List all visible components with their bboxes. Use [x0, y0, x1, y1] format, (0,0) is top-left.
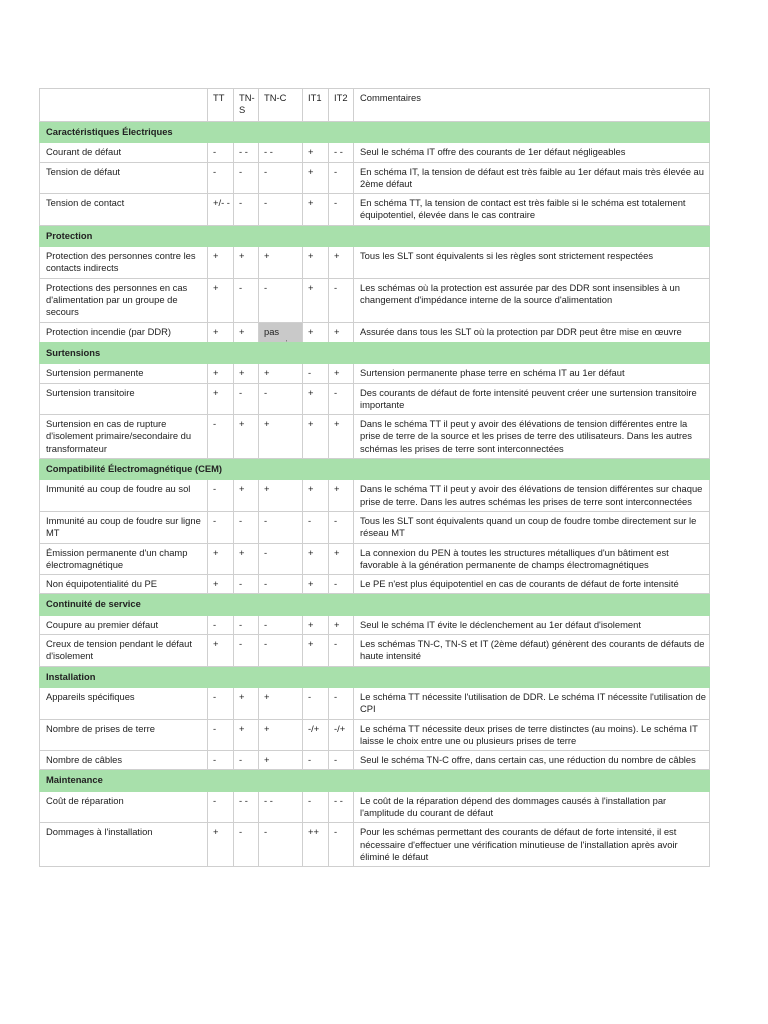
- value-tnc: pas: [259, 322, 303, 354]
- value-it1: +: [303, 194, 329, 226]
- value-it1: +: [303, 322, 329, 354]
- value-tnc: +: [259, 415, 303, 459]
- row-label: Surtension permanente: [40, 364, 208, 383]
- table-row: [40, 635, 710, 667]
- value-it1: +: [303, 415, 329, 459]
- value-it2: -: [329, 751, 354, 770]
- table-row: [40, 615, 710, 634]
- row-comment: Tous les SLT sont équivalents quand un coup de foudre tombe directement sur le réseau MT: [354, 511, 710, 543]
- value-it1: ++: [303, 823, 329, 867]
- value-tns: -: [234, 162, 259, 194]
- row-label: Creux de tension pendant le défaut d'isolement: [40, 635, 208, 667]
- value-tt: -: [208, 751, 234, 770]
- section-header-row: [40, 225, 710, 246]
- value-tt: +: [208, 823, 234, 867]
- value-tt: -: [208, 480, 234, 512]
- value-it1: -: [303, 791, 329, 823]
- row-label: Courant de défaut: [40, 143, 208, 162]
- value-tns: -: [234, 194, 259, 226]
- value-tns: +: [234, 322, 259, 354]
- value-tns: -: [234, 615, 259, 634]
- value-tnc: +: [259, 687, 303, 719]
- value-it1: -: [303, 687, 329, 719]
- value-tns: +: [234, 687, 259, 719]
- value-tnc: +: [259, 719, 303, 751]
- table-row: [40, 687, 710, 719]
- value-tnc: - -: [259, 791, 303, 823]
- row-comment: Dans le schéma TT il peut y avoir des élévations de tension différentes sur chaque prise de terre. Dans les autres schémas les prises de terre sont interconnectées: [354, 480, 710, 512]
- value-tt: -: [208, 143, 234, 162]
- table-row: [40, 194, 710, 226]
- value-it2: +: [329, 480, 354, 512]
- value-tnc: -: [259, 823, 303, 867]
- value-tt: +: [208, 247, 234, 279]
- row-comment: Les schémas TN-C, TN-S et IT (2ème défaut) génèrent des courants de défauts de haute intensité: [354, 635, 710, 667]
- value-it2: +: [329, 615, 354, 634]
- table-row: [40, 511, 710, 543]
- section-title: Compatibilité Électromagnétique (CEM): [40, 459, 710, 480]
- row-label: Protections des personnes en cas d'alimentation par un groupe de secours: [40, 278, 208, 322]
- table-row: [40, 162, 710, 194]
- row-comment: Des courants de défaut de forte intensité peuvent créer une surtension transitoire importante: [354, 383, 710, 415]
- table-row: [40, 575, 710, 594]
- value-it1: -: [303, 511, 329, 543]
- value-tt: +: [208, 543, 234, 575]
- table-row: [40, 415, 710, 459]
- value-tt: +/- -: [208, 194, 234, 226]
- value-tnc: +: [259, 247, 303, 279]
- value-tnc: -: [259, 511, 303, 543]
- header-tt: TT: [208, 89, 234, 122]
- table-row: [40, 719, 710, 751]
- value-tns: +: [234, 480, 259, 512]
- value-tnc: -: [259, 383, 303, 415]
- value-tnc: -: [259, 278, 303, 322]
- value-tt: -: [208, 791, 234, 823]
- section-title: Protection: [40, 225, 710, 246]
- row-comment: Seul le schéma IT offre des courants de 1er défaut négligeables: [354, 143, 710, 162]
- row-label: Immunité au coup de foudre sur ligne MT: [40, 511, 208, 543]
- row-comment: Le coût de la réparation dépend des dommages causés à l'installation par l'amplitude du courant de défaut: [354, 791, 710, 823]
- row-comment: Surtension permanente phase terre en schéma IT au 1er défaut: [354, 364, 710, 383]
- value-tt: -: [208, 511, 234, 543]
- row-label: Protection incendie (par DDR): [40, 322, 208, 354]
- value-it1: +: [303, 143, 329, 162]
- header-tns: TN-S: [234, 89, 259, 122]
- value-it2: -: [329, 162, 354, 194]
- table-row: [40, 823, 710, 867]
- value-tns: -: [234, 575, 259, 594]
- value-it1: +: [303, 278, 329, 322]
- value-it2: -: [329, 635, 354, 667]
- value-it2: -: [329, 278, 354, 322]
- row-comment: Le schéma TT nécessite l'utilisation de DDR. Le schéma IT nécessite l'utilisation de CPI: [354, 687, 710, 719]
- value-it2: -: [329, 194, 354, 226]
- row-comment: Seul le schéma TN-C offre, dans certain cas, une réduction du nombre de câbles: [354, 751, 710, 770]
- table-row: [40, 143, 710, 162]
- value-it1: -: [303, 751, 329, 770]
- header-comments: Commentaires: [354, 89, 710, 122]
- row-label: Non équipotentialité du PE: [40, 575, 208, 594]
- value-tt: -: [208, 615, 234, 634]
- row-label: Nombre de câbles: [40, 751, 208, 770]
- row-comment: Le PE n'est plus équipotentiel en cas de courants de défaut de forte intensité: [354, 575, 710, 594]
- value-it2: -: [329, 383, 354, 415]
- row-comment: Seul le schéma IT évite le déclenchement au 1er défaut d'isolement: [354, 615, 710, 634]
- value-tns: +: [234, 364, 259, 383]
- value-it1: +: [303, 162, 329, 194]
- value-tnc: -: [259, 635, 303, 667]
- table-header-row: [40, 89, 710, 122]
- value-it1: -: [303, 364, 329, 383]
- value-it2: -: [329, 823, 354, 867]
- value-tns: +: [234, 415, 259, 459]
- row-label: Dommages à l'installation: [40, 823, 208, 867]
- row-comment: Pour les schémas permettant des courants de défaut de forte intensité, il est nécessaire d'effectuer une vérification minutieuse de l'installation après avoir éliminé le défaut: [354, 823, 710, 867]
- section-title: Surtensions: [40, 343, 710, 364]
- value-tns: -: [234, 635, 259, 667]
- comparison-table-part-1: [39, 88, 710, 354]
- row-comment: En schéma IT, la tension de défaut est très faible au 1er défaut mais très élevée au 2ème défaut: [354, 162, 710, 194]
- table-row: [40, 791, 710, 823]
- value-tnc: +: [259, 364, 303, 383]
- header-it2: IT2: [329, 89, 354, 122]
- value-tnc: +: [259, 751, 303, 770]
- value-it1: +: [303, 635, 329, 667]
- value-tt: +: [208, 635, 234, 667]
- table-row: [40, 751, 710, 770]
- value-tt: -: [208, 687, 234, 719]
- value-it1: -/+: [303, 719, 329, 751]
- comparison-table-part-2: [39, 342, 710, 867]
- value-tt: +: [208, 322, 234, 354]
- value-tns: -: [234, 511, 259, 543]
- row-comment: Les schémas où la protection est assurée par des DDR sont insensibles à un changement d'impédance interne de la source d'alimentation: [354, 278, 710, 322]
- row-comment: Tous les SLT sont équivalents si les règles sont strictement respectées: [354, 247, 710, 279]
- table-row: [40, 543, 710, 575]
- section-title: Installation: [40, 666, 710, 687]
- value-tt: +: [208, 383, 234, 415]
- value-it2: +: [329, 322, 354, 354]
- value-tt: -: [208, 162, 234, 194]
- table-row: [40, 364, 710, 383]
- section-header-row: [40, 343, 710, 364]
- value-tnc: +: [259, 480, 303, 512]
- value-it2: -/+: [329, 719, 354, 751]
- row-comment: La connexion du PEN à toutes les structures métalliques d'un bâtiment est favorable à la génération permanente de champs électromagnétiques: [354, 543, 710, 575]
- section-title: Caractéristiques Électriques: [40, 122, 710, 143]
- header-tnc: TN-C: [259, 89, 303, 122]
- value-tns: -: [234, 278, 259, 322]
- value-it2: -: [329, 511, 354, 543]
- section-header-row: [40, 666, 710, 687]
- value-tns: - -: [234, 143, 259, 162]
- value-tnc: -: [259, 194, 303, 226]
- value-tt: -: [208, 415, 234, 459]
- section-header-row: [40, 122, 710, 143]
- value-it2: - -: [329, 143, 354, 162]
- row-label: Coupure au premier défaut: [40, 615, 208, 634]
- row-label: Émission permanente d'un champ électromagnétique: [40, 543, 208, 575]
- row-label: Appareils spécifiques: [40, 687, 208, 719]
- table-row: [40, 247, 710, 279]
- section-title: Maintenance: [40, 770, 710, 791]
- table-row: [40, 480, 710, 512]
- value-it1: +: [303, 480, 329, 512]
- value-tnc: -: [259, 575, 303, 594]
- value-it2: +: [329, 543, 354, 575]
- row-label: Protection des personnes contre les contacts indirects: [40, 247, 208, 279]
- row-comment: Le schéma TT nécessite deux prises de terre distinctes (au moins). Le schéma IT laisse le choix entre une ou plusieurs prises de terre: [354, 719, 710, 751]
- value-tnc: -: [259, 615, 303, 634]
- value-it2: +: [329, 364, 354, 383]
- header-empty-cell: [40, 89, 208, 122]
- value-tns: +: [234, 247, 259, 279]
- value-it1: +: [303, 615, 329, 634]
- section-title: Continuité de service: [40, 594, 710, 615]
- value-tt: +: [208, 364, 234, 383]
- value-it2: +: [329, 415, 354, 459]
- row-label: Surtension en cas de rupture d'isolement primaire/secondaire du transformateur: [40, 415, 208, 459]
- value-tnc: - -: [259, 143, 303, 162]
- section-header-row: [40, 770, 710, 791]
- value-tns: +: [234, 543, 259, 575]
- value-tns: - -: [234, 791, 259, 823]
- row-comment: En schéma TT, la tension de contact est très faible si le schéma est totalement équipotentiel, élevée dans le cas contraire: [354, 194, 710, 226]
- row-label: Nombre de prises de terre: [40, 719, 208, 751]
- value-tnc: -: [259, 162, 303, 194]
- table-row: [40, 383, 710, 415]
- value-tt: +: [208, 278, 234, 322]
- value-it1: +: [303, 543, 329, 575]
- row-label: Coût de réparation: [40, 791, 208, 823]
- value-tnc: -: [259, 543, 303, 575]
- value-it1: +: [303, 247, 329, 279]
- value-tns: -: [234, 383, 259, 415]
- value-tns: +: [234, 719, 259, 751]
- table-row: [40, 278, 710, 322]
- header-it1: IT1: [303, 89, 329, 122]
- value-tt: +: [208, 575, 234, 594]
- value-it2: -: [329, 575, 354, 594]
- row-label: Tension de contact: [40, 194, 208, 226]
- value-it1: +: [303, 383, 329, 415]
- row-label: Immunité au coup de foudre au sol: [40, 480, 208, 512]
- row-label: Tension de défaut: [40, 162, 208, 194]
- value-tt: -: [208, 719, 234, 751]
- value-tns: -: [234, 751, 259, 770]
- row-comment: Assurée dans tous les SLT où la protection par DDR peut être mise en œuvre: [354, 322, 710, 354]
- row-comment: Dans le schéma TT il peut y avoir des élévations de tension différentes entre la prise de terre de la source et les prises de terre des utilisateurs. Dans les autres schémas les prises de terre sont interconnectées: [354, 415, 710, 459]
- row-label: Surtension transitoire: [40, 383, 208, 415]
- value-it2: +: [329, 247, 354, 279]
- section-header-row: [40, 459, 710, 480]
- value-it2: - -: [329, 791, 354, 823]
- value-tns: -: [234, 823, 259, 867]
- section-header-row: [40, 594, 710, 615]
- value-it2: -: [329, 687, 354, 719]
- value-it1: +: [303, 575, 329, 594]
